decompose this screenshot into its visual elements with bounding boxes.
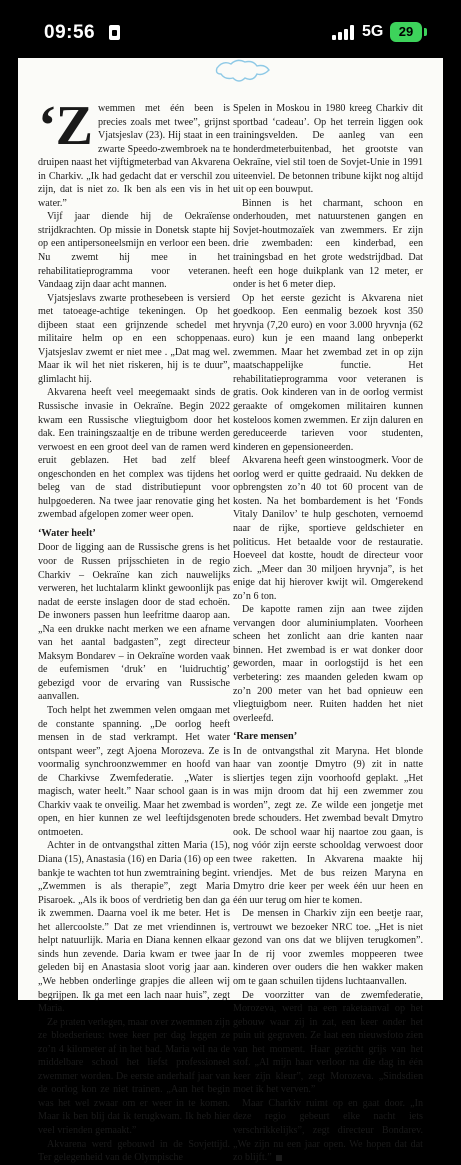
paragraph: Toch helpt het zwemmen velen omgaan met de constante spanning. „De oorlog heeft mensen in de stad verkrampt. Het water ontspant weer”, zegt Ajoena Morozeva. Ze is voormalig synchroonzwemmer en hoofd van de Charkivse Zwemfederatie. „Water is magisch, water heelt.” Naar school gaan is in Charkiv vaak te onveilig. Maar het zwembad is open, en hier kunnen ze wel leeftijdsgenoten ontmoeten.	[38, 705, 230, 838]
paragraph: wemmen met één been is precies zoals met twee”, grijnst Vjatsjeslav (23). Hij staat in een zwarte Speedo-zwembroek na te druipen naast het vijftigmeterbad van Akvarena in Charkiv. „Ik had gedacht dat er verschil zou zijn, dat is niet zo. Ik ben als een vis in het water.”	[38, 103, 230, 209]
network-type: 5G	[362, 23, 384, 40]
paragraph: Vijf jaar diende hij de Oekraïense strijdkrachten. Op missie in Donetsk stapte hij op een antipersoneelsmijn en verloor een been. Nu zwemt hij mee in het rehabilitatieprogramma voor veteranen. Vandaag zijn daar acht mannen.	[38, 211, 230, 291]
paragraph: Akvarena werd gebouwd in de Sovjettijd. Ter gelegenheid van de Olympische	[38, 1138, 230, 1164]
paragraph: In de ontvangsthal zit Maryna. Het blonde haar van zoontje Dmytro (9) zit in natte sliertjes tegen zijn voorhoofd geplakt. „Het was mijn droom dat hij een zwemmer zou worden”, zegt ze. Ze wilde een jongetje met brede schouders. Het zwembad bevalt Dmytro ook. De school waar hij naartoe zou gaan, is nog vóór zijn eerste schooldag verwoest door twee raketten. In Akvarena maakte hij vriendjes. Met de bus reizen Maryna en Dmytro drie keer per week één uur heen en één uur terug om hier te komen.	[233, 745, 423, 906]
paragraph: De kapotte ramen zijn aan twee zijden vervangen door aluminiumplaten. Voorheen scheen het zonlicht aan drie kanten naar binnen. Het zwembad is er wat donker door geworden, maar in oorlogstijd is het een verbetering: zes maanden geleden kwam op zo’n 200 meter van het bad opnieuw een vliegtuigbom neer. Ruiten hadden het niet overleefd.	[233, 604, 423, 724]
article-column-left	[38, 95, 231, 1165]
paragraph: Door de ligging aan de Russische grens is het voor de Russen prijsschieten in de regio Charkiv – Oekraïne kan zich nauwelijks verweren, het luchtalarm klinkt gewoonlijk pas nadat de eerste inslagen door de stad echoën. De inwoners passen hun leefritme daarop aan. „Na een drukke nacht merken we een afname van het aantal badgasten”, zegt directeur Maksym Bondarev – in Oekraïne worden vaak de eufemismen ‘druk’ en ‘luidruchtig’ gebezigd voor de ervaring van Russische aanvallen.	[38, 542, 230, 703]
paragraph: Akvarena heeft geen winstoogmerk. Voor de oorlog werd er quitte gedraaid. Nu dekken de opbrengsten zo’n 40 tot 60 procent van de kosten. Na het bombardement is het ‘Fonds Vitaly Danilov’ te hulp geschoten, vernoemd naar de rijke, sportieve geldschieter en politicus. Het betaalde voor de restauratie. Hoeveel dat kostte, houdt de directeur voor zich. „Meer dan 30 miljoen hryvnja”, is het enige dat hij hierover kwijt wil. Omgerekend zo’n 6 ton.	[233, 455, 423, 602]
article-column-right	[233, 102, 423, 1165]
paragraph: Achter in de ontvangsthal zitten Maria (15), Diana (15), Anastasia (16) en Daria (16) op een bankje te wachten tot hun zwemtraining begint. „Zwemmen is als therapie”, zegt Maria Pisaroek. „Als ik boos of verdrietig ben dan ga ik zwemmen. Daarna voel ik me beter. Het is het allercoolste.” Dat ze met vriendinnen is, helpt natuurlijk. Maria en Diana kennen elkaar sinds hun zevende. Daria kwam er twee jaar geleden bij en Anastasia sloot vorig jaar aan. „We hebben onderlinge grapjes die alleen wij begrijpen. Ik ga met een lach naar huis”, zegt Maria.	[38, 840, 231, 1015]
lock-icon	[109, 25, 120, 40]
paragraph: De voorzitter van de zwemfederatie, Morozeva, werd na een raketaanval op het gebouw waar zij in zat, een keer onder het puin uit gegraven. Ze laat een nieuwsfoto zien van het moment. Haar gezicht grijs van het stof. „Al mijn haar verloor na die dag in één keer zijn kleur”, zegt Morozeva. „Sindsdien moet ik het verven.”	[233, 989, 423, 1096]
paragraph: Akvarena heeft veel meegemaakt sinds de Russische invasie in Oekraïne. Begin 2022 kwam een Russische vliegtuigbom door het dak. Een trainingszaaltje en de tribune werden verwoest en een groot deel van de ramen werd eruit geblazen. Het bad zelf bleef ongeschonden en het complex was tijdens het beleg van de stad distributiepunt voor hulpgoederen. Na twee jaar renovatie ging het zwembad afgelopen zomer weer open.	[38, 387, 230, 521]
drop-cap: ‘Z	[38, 95, 92, 157]
paragraph: Maar Charkiv ruimt op en gaat door. „In deze regio gebeurt elke nacht iets verschrikkelijks”, zegt directeur Bondarev. „We zijn nu een jaar open. We hopen dat dat zo blijft.”	[233, 1097, 423, 1164]
clock: 09:56	[44, 22, 96, 43]
left-column-body	[38, 95, 231, 1165]
battery-tip	[424, 28, 427, 36]
signal-bars-icon	[332, 25, 358, 40]
section-heading: ‘Water heelt’	[38, 527, 96, 539]
paragraph: Ze praten verlegen, maar over zwemmen zijn ze bloedserieus: twee keer per dag leggen ze zo’n 4 kilometer af in het bad. Maria wil na de middelbare school het liefst professioneel zwemmer worden. De eerste anderhalf jaar van de oorlog kon ze niet trainen. „Aan het begin was het wel zwaar om er weer in te komen. Maar ik ben blij dat ik terugkwam. Ik heb hier veel vrienden gemaakt.”	[38, 1016, 230, 1136]
paragraph: Spelen in Moskou in 1980 kreeg Charkiv dit sportbad ‘cadeau’. Op het terrein liggen ook trainingsvelden. De aanleg van een honderdmeterbuitenbad, het grootste van Oekraïne, viel stil toen de Sovjet-Unie in 1991 uiteenviel. De betonnen tribune kijkt nog altijd uit op een bouwput.	[233, 103, 423, 196]
paragraph: Vjatsjeslavs zwarte prothesebeen is versierd met tatoeage-achtige tekeningen. Op het dijbeen staat een grijnzende schedel met militaire helm op en een schoppenaas. Vjatsjeslav zwemt er niet mee . „Dat mag wel. Maar ik wil het niet riskeren, hij is te duur”, glimlacht hij.	[38, 292, 230, 385]
battery-icon: 29	[390, 22, 422, 42]
right-column-body	[233, 102, 423, 1165]
map-fragment-icon	[213, 58, 273, 86]
paragraph: Op het eerste gezicht is Akvarena niet goedkoop. Een eenmalig bezoek kost 350 hryvnja (7,20 euro) en voor 3.000 hryvnja (62 euro) kun je een maand lang onbeperkt zwemmen. Maar het zwembad zet in op zijn maatschappelijke functie. Het rehabilitatieprogramma voor veteranen is gratis. Ook kinderen van in de oorlog vermist geraakte of omgekomen militairen kunnen kosteloos komen zwemmen. Er zijn daluren en gereduceerde tarieven voor studenten, kinderen en gepensioneerden.	[233, 292, 423, 453]
section-heading: ‘Rare mensen’	[233, 731, 298, 743]
article-end-mark	[276, 1155, 282, 1161]
status-bar	[0, 0, 461, 58]
paragraph: De mensen in Charkiv zijn een beetje raar, vertrouwt we bezoeker NRC toe. „Het is niet gezond van ons dat we blijven terugkomen”. In de rij voor zwemles moppeeren twee kinderen over ouders die hen wakker maken om te gaan schuilen tijdens luchtaanvallen.	[233, 908, 423, 987]
newspaper-page[interactable]	[18, 58, 443, 1164]
paragraph: Binnen is het charmant, schoon en onderhouden, met natuurstenen gangen en Sovjet-houtmozaïek van zwemmers. Er zijn drie zwembaden: een kinderbad, een trainingsbad en het grote wedstrijdbad. Dat heeft een hoge duikplank van 12 meter, er onder is het 6 meter diep.	[233, 197, 423, 291]
